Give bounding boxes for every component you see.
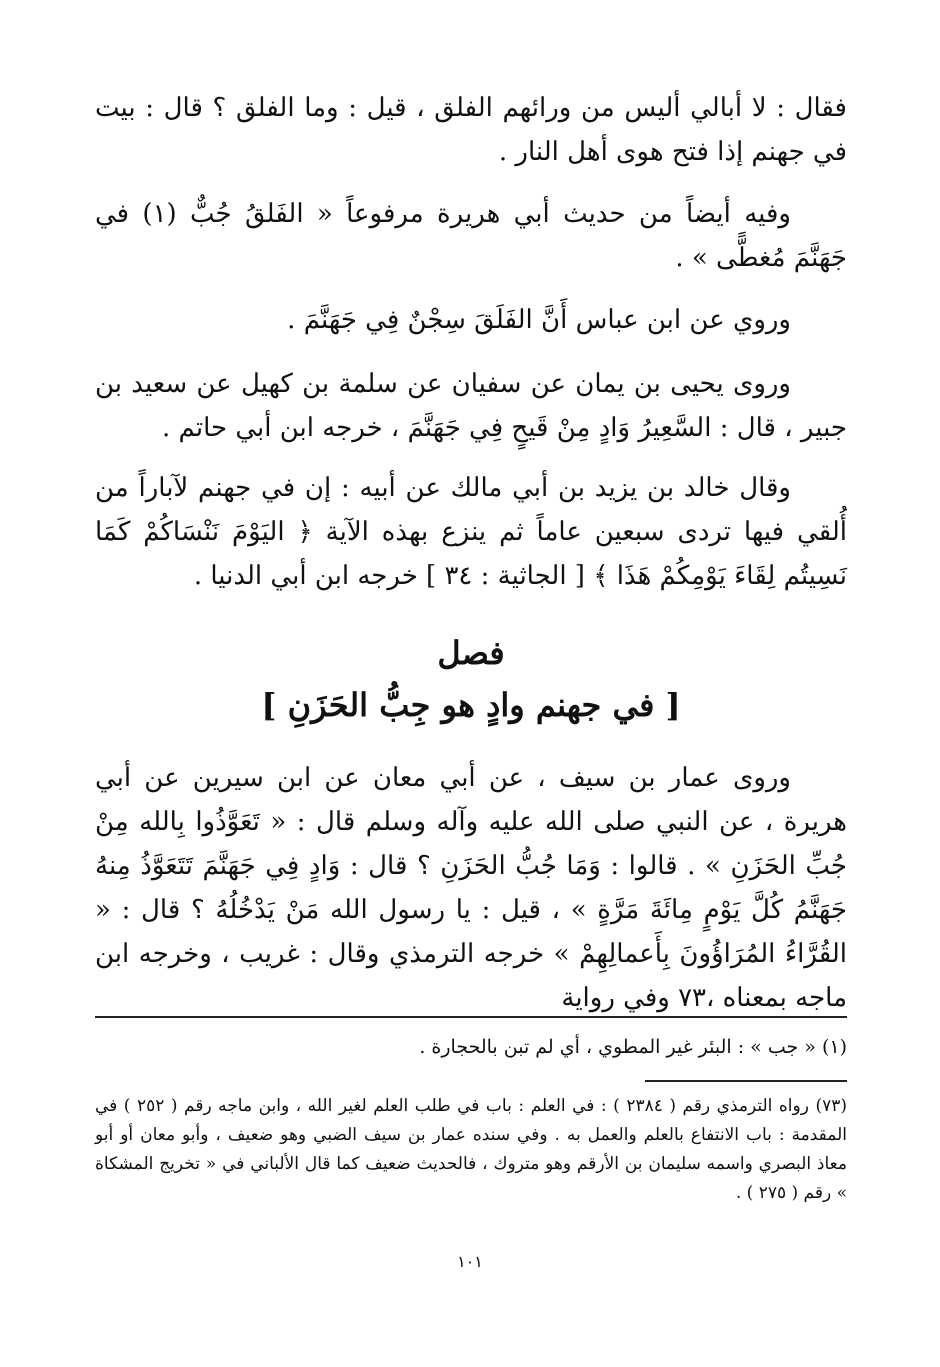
paragraph-abu-hurayra: وفيه أيضاً من حديث أبي هريرة مرفوعاً « الفَلقُ جُبٌّ (١) في جَهَنَّمَ مُغطًّى » . [95,199,847,273]
paragraph-jubb-al-hazan: وروى عمار بن سيف ، عن أبي معان عن ابن سيرين عن أبي هريرة ، عن النبي صلى الله عليه وآله وسلم قال : « تَعَوَّذُوا بِالله مِنْ جُبِّ الحَزَنِ » . قالوا : وَمَا جُبُّ الحَزَنِ ؟ قال : وَادٍ فِي جَهَنَّمَ تَتَعَوَّذُ مِنهُ جَهَنَّمُ كُلَّ يَوْمٍ مِائَةَ مَرَّةٍ » ، قيل : يا رسول الله مَنْ يَدْخُلُهُ ؟ قال : « القُرَّاءُ المُرَاؤُونَ بِأَعمالِهِمْ » خرجه الترمذي وقال : غريب ، وخرجه ابن ماجه بمعناه ،٧٣ وفي رواية [95,763,847,1013]
paragraph-falaq-house: فقال : لا أبالي أليس من ورائهم الفلق ، قيل : وما الفلق ؟ قال : بيت في جهنم إذا فتح هوى أهل النار . [95,93,847,167]
footnote-1: (١) « جب » : البئر غير المطوي ، أي لم تبن بالحجارة . [419,1036,847,1058]
footnote-divider [95,1016,847,1018]
paragraph-ibn-abbas: وروي عن ابن عباس أَنَّ الفَلَقَ سِجْنٌ فِي جَهَنَّمَ . [287,305,791,335]
paragraph-saeed-bin-jubayr: وروى يحيى بن يمان عن سفيان عن سلمة بن كهيل عن سعيد بن جبير ، قال : السَّعِيرُ وَادٍ مِنْ قَيحٍ فِي جَهَنَّمَ ، خرجه ابن أبي حاتم . [95,369,847,443]
section-title: [ في جهنم وادٍ هو جِبُّ الحَزَنِ ] [261,686,681,724]
page-number: ١٠١ [457,1252,483,1271]
paragraph-khalid-bin-yazid: وقال خالد بن يزيد بن أبي مالك عن أبيه : إن في جهنم لآباراً من أُلقي فيها تردى سبعين عاماً ثم ينزع بهذه الآية ﴿ اليَوْمَ نَنْسَاكُمْ كَمَا نَسِيتُم لِقَاءَ يَوْمِكُمْ هَذَا ﴾ [ الجاثية : ٣٤ ] خرجه ابن أبي الدنيا . [95,473,847,591]
footnote-73: (٧٣) رواه الترمذي رقم ( ٢٣٨٤ ) : في العلم : باب في طلب العلم لغير الله ، وابن ماجه رقم ( ٢٥٢ ) في المقدمة : باب الانتفاع بالعلم والعمل به . وفي سنده عمار بن سيف الضبي وهو ضعيف ، وأبو معان أو أبو معاذ البصري واسمه سليمان بن الأرقم وهو متروك ، فالحديث ضعيف كما قال الألباني في « تخريج المشكاة » رقم ( ٢٧٥ ) . [95,1096,847,1203]
footnote-short-divider [645,1080,847,1082]
section-label: فصل [437,634,505,672]
